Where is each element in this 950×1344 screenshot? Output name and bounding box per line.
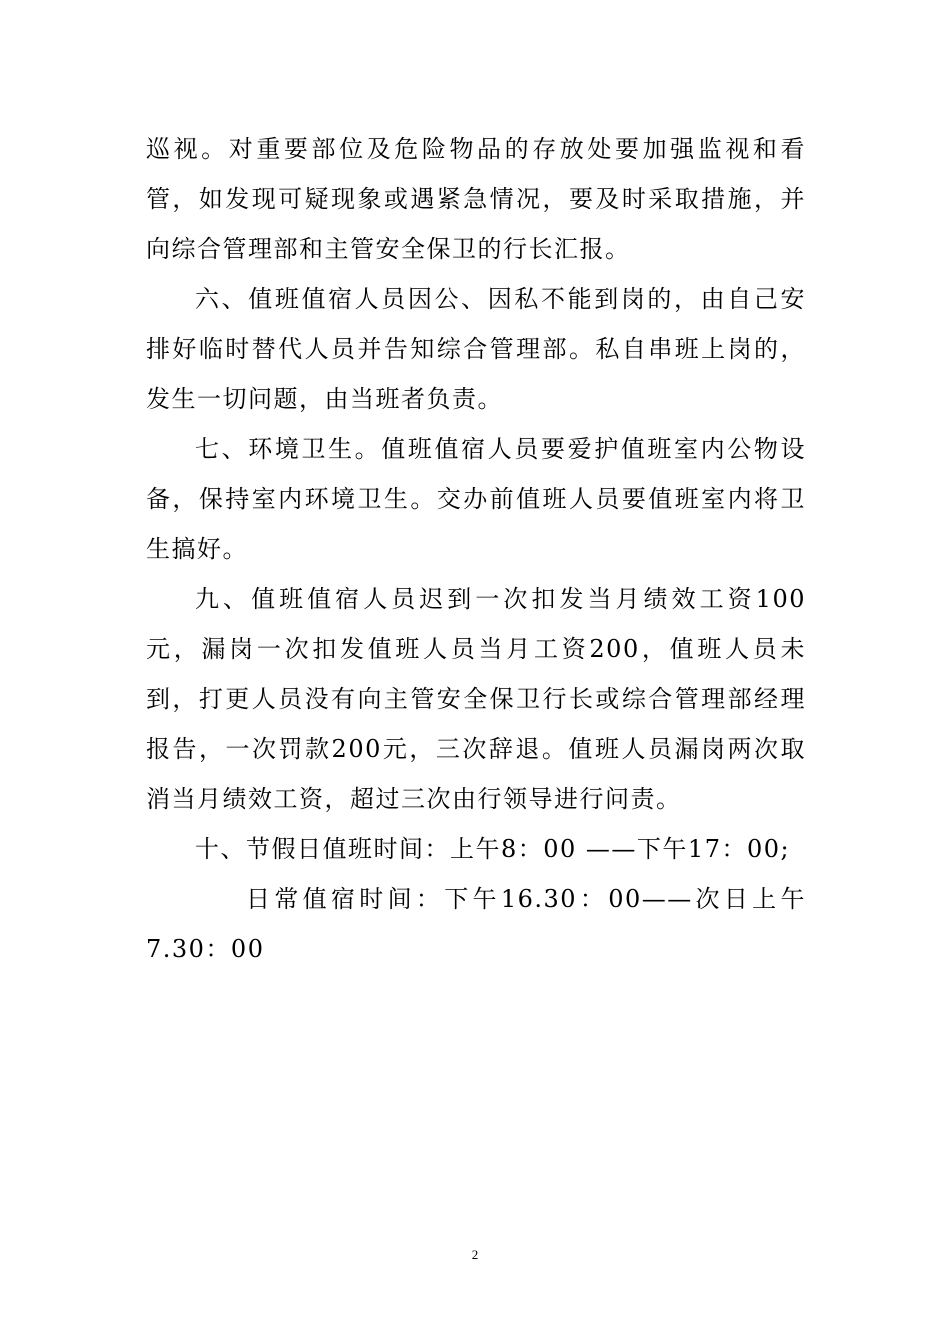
- page-number: 2: [471, 1247, 479, 1262]
- document-body: [146, 124, 806, 974]
- paragraph-item-six: 六、值班值宿人员因公、因私不能到岗的，由自己安排好临时替代人员并告知综合管理部。私自串班上岗的，发生一切问题，由当班者负责。: [146, 285, 806, 413]
- paragraph-item-ten-daily-hours: 日常值宿时间：下午16.30：00——次日上午7.30：00: [146, 885, 806, 963]
- paragraph-item-ten: 十、节假日值班时间：上午8：00 ——下午17：00;: [195, 835, 791, 863]
- paragraph-item-nine: 九、值班值宿人员迟到一次扣发当月绩效工资100元，漏岗一次扣发值班人员当月工资200，值班人员未到，打更人员没有向主管安全保卫行长或综合管理部经理报告，一次罚款200元，三次辞退。值班人员漏岗两次取消当月绩效工资，超过三次由行领导进行问责。: [146, 585, 806, 813]
- paragraph-patrol-continuation: 巡视。对重要部位及危险物品的存放处要加强监视和看管，如发现可疑现象或遇紧急情况，要及时采取措施，并向综合管理部和主管安全保卫的行长汇报。: [146, 135, 806, 263]
- paragraph-item-seven: 七、环境卫生。值班值宿人员要爱护值班室内公物设备，保持室内环境卫生。交办前值班人员要值班室内将卫生搞好。: [146, 435, 806, 563]
